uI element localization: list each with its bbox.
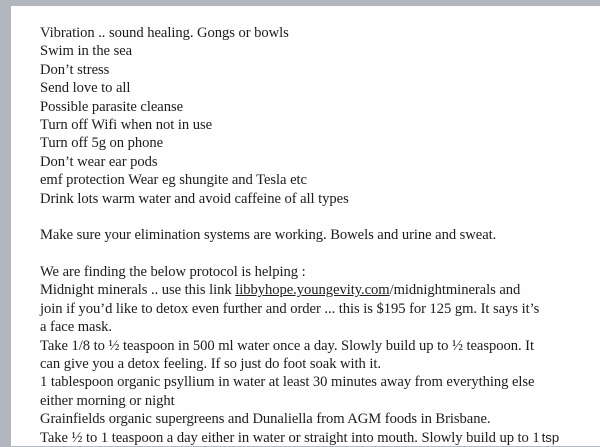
- text-segment: a face mask.: [40, 319, 112, 336]
- text-line: [40, 226, 596, 244]
- text-line: [40, 190, 596, 208]
- text-segment-sans: tsp: [541, 429, 560, 445]
- text-line: [40, 410, 596, 428]
- text-line: [40, 134, 596, 152]
- text-segment: /midnightminerals and: [389, 282, 521, 299]
- document-text-block: [40, 24, 596, 447]
- text-segment: Take ½ to 1 teaspoon a day either in water or straight into mouth. Slowly build up to 1: [40, 429, 540, 446]
- text-segment: We are finding the below protocol is helping :: [40, 264, 306, 281]
- text-line: [40, 61, 596, 79]
- text-segment: can give you a detox feeling. If so just do foot soak with it.: [40, 356, 382, 373]
- text-line: [40, 245, 596, 263]
- text-segment: Don’t stress: [40, 61, 110, 78]
- text-line: [40, 392, 596, 410]
- text-line: [40, 153, 596, 171]
- text-segment: Turn off Wifi when not in use: [40, 116, 213, 133]
- text-segment: Turn off 5g on phone: [40, 135, 164, 152]
- text-line: [40, 116, 596, 134]
- text-line: [40, 98, 596, 116]
- text-segment: 1 tablespoon organic psyllium in water at least 30 minutes away from everything else: [40, 374, 535, 391]
- text-line: [40, 171, 596, 189]
- text-segment: join if you’d like to detox even further and order ... this is $195 for 125 gm. It says it’s: [40, 300, 540, 317]
- text-line: [40, 281, 596, 299]
- text-line: [40, 355, 596, 373]
- text-segment: Take 1/8 to ½ teaspoon in 500 ml water once a day. Slowly build up to ½ teaspoon. It: [40, 337, 534, 354]
- text-segment: Possible parasite cleanse: [40, 98, 184, 115]
- text-segment: Don’t wear ear pods: [40, 153, 158, 170]
- text-line: [40, 208, 596, 226]
- document-page: [11, 6, 600, 446]
- text-line: [40, 263, 596, 281]
- text-line: [40, 300, 596, 318]
- text-segment: Drink lots warm water and avoid caffeine of all types: [40, 190, 349, 207]
- text-line: [40, 318, 596, 336]
- text-segment: Send love to all: [40, 80, 131, 97]
- text-segment: Grainfields organic supergreens and Dunaliella from AGM foods in Brisbane.: [40, 411, 491, 428]
- text-segment: emf protection Wear eg shungite and Tesla etc: [40, 172, 307, 189]
- text-line: [40, 79, 596, 97]
- text-segment: Vibration .. sound healing. Gongs or bowls: [40, 25, 289, 41]
- text-segment: Make sure your elimination systems are working. Bowels and urine and sweat.: [40, 227, 497, 244]
- text-line: [40, 373, 596, 391]
- text-line: [40, 429, 596, 447]
- text-segment: Swim in the sea: [40, 43, 133, 60]
- text-line: [40, 337, 596, 355]
- text-line: [40, 24, 596, 42]
- text-segment: Midnight minerals .. use this link: [40, 282, 236, 299]
- text-line: [40, 42, 596, 60]
- text-segment: either morning or night: [40, 392, 175, 409]
- link-libbyhope-youngevity[interactable]: libbyhope.youngevity.com: [235, 282, 390, 299]
